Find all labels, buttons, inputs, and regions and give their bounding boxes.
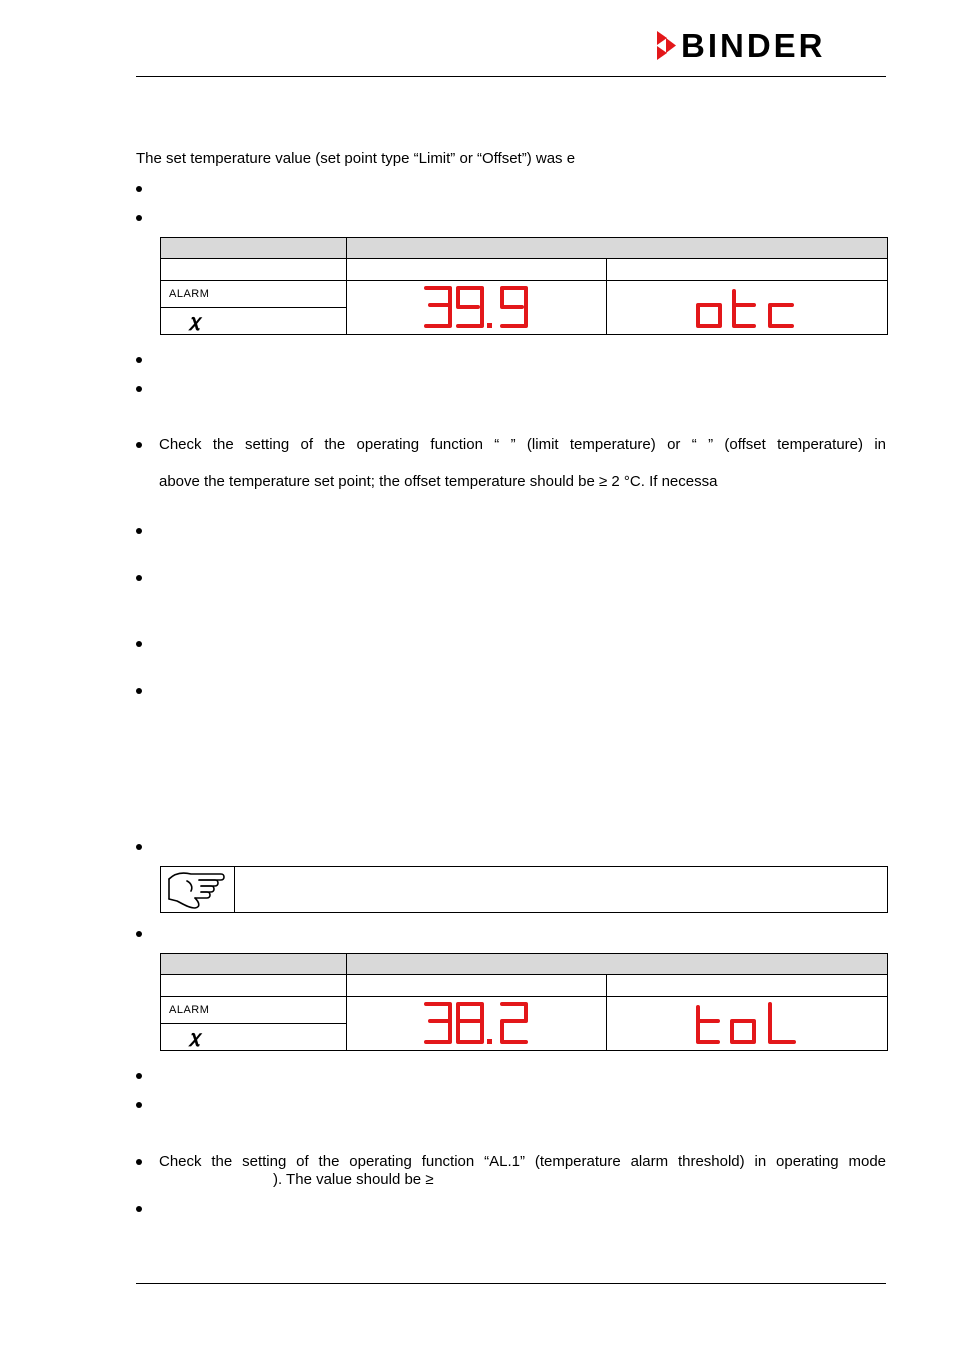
bullet [136, 357, 142, 363]
bullet [136, 641, 142, 647]
bullet [136, 1102, 142, 1108]
paragraph-check-limit-cont: above the temperature set point; the offset temperature should be ≥ 2 °C. If necessa [159, 473, 718, 490]
paragraph-check-alarm-cont: ). The value should be ≥ [273, 1171, 434, 1188]
seven-seg-38-2 [422, 999, 532, 1049]
paragraph-check-alarm: Check the setting of the operating function “AL.1” (temperature alarm threshold) in operating mode [159, 1153, 886, 1170]
brand-name: BINDER [681, 27, 826, 64]
table-header-row [161, 238, 888, 259]
seven-seg-otc [692, 283, 802, 333]
bullet [136, 1206, 142, 1212]
header-rule [136, 76, 886, 77]
display-table-1 [160, 237, 888, 335]
note-box [160, 866, 888, 913]
seven-seg-39-9 [422, 283, 532, 333]
bullet [136, 844, 142, 850]
bullet [136, 575, 142, 581]
binder-logo [657, 27, 887, 64]
bullet [136, 1073, 142, 1079]
table-header-row [161, 954, 888, 975]
display-value-right [607, 281, 888, 335]
bullet [136, 215, 142, 221]
display-value-right [607, 997, 888, 1051]
display-table-2 [160, 953, 888, 1051]
table-row [161, 975, 888, 997]
table-row [161, 259, 888, 281]
bullet [136, 931, 142, 937]
bullet [136, 1159, 142, 1165]
bullet [136, 442, 142, 448]
pointing-hand-icon [161, 867, 235, 912]
table-row [161, 997, 888, 1024]
display-value-left [347, 997, 607, 1051]
alarm-label: ALARM [161, 281, 347, 308]
seven-seg-tol [692, 999, 802, 1049]
alarm-label: ALARM [161, 997, 347, 1024]
bullet [136, 386, 142, 392]
temperature-symbol-icon: 𝛘 [161, 308, 347, 335]
bullet [136, 186, 142, 192]
table-row [161, 281, 888, 308]
bullet [136, 688, 142, 694]
footer-rule [136, 1283, 886, 1284]
paragraph-setpoint-exceeded: The set temperature value (set point type “Limit” or “Offset”) was e [136, 150, 576, 167]
bullet [136, 528, 142, 534]
display-value-left [347, 281, 607, 335]
temperature-symbol-icon: 𝛘 [161, 1024, 347, 1051]
paragraph-check-limit: Check the setting of the operating function “ ” (limit temperature) or “ ” (offset temperature) in [159, 436, 886, 453]
